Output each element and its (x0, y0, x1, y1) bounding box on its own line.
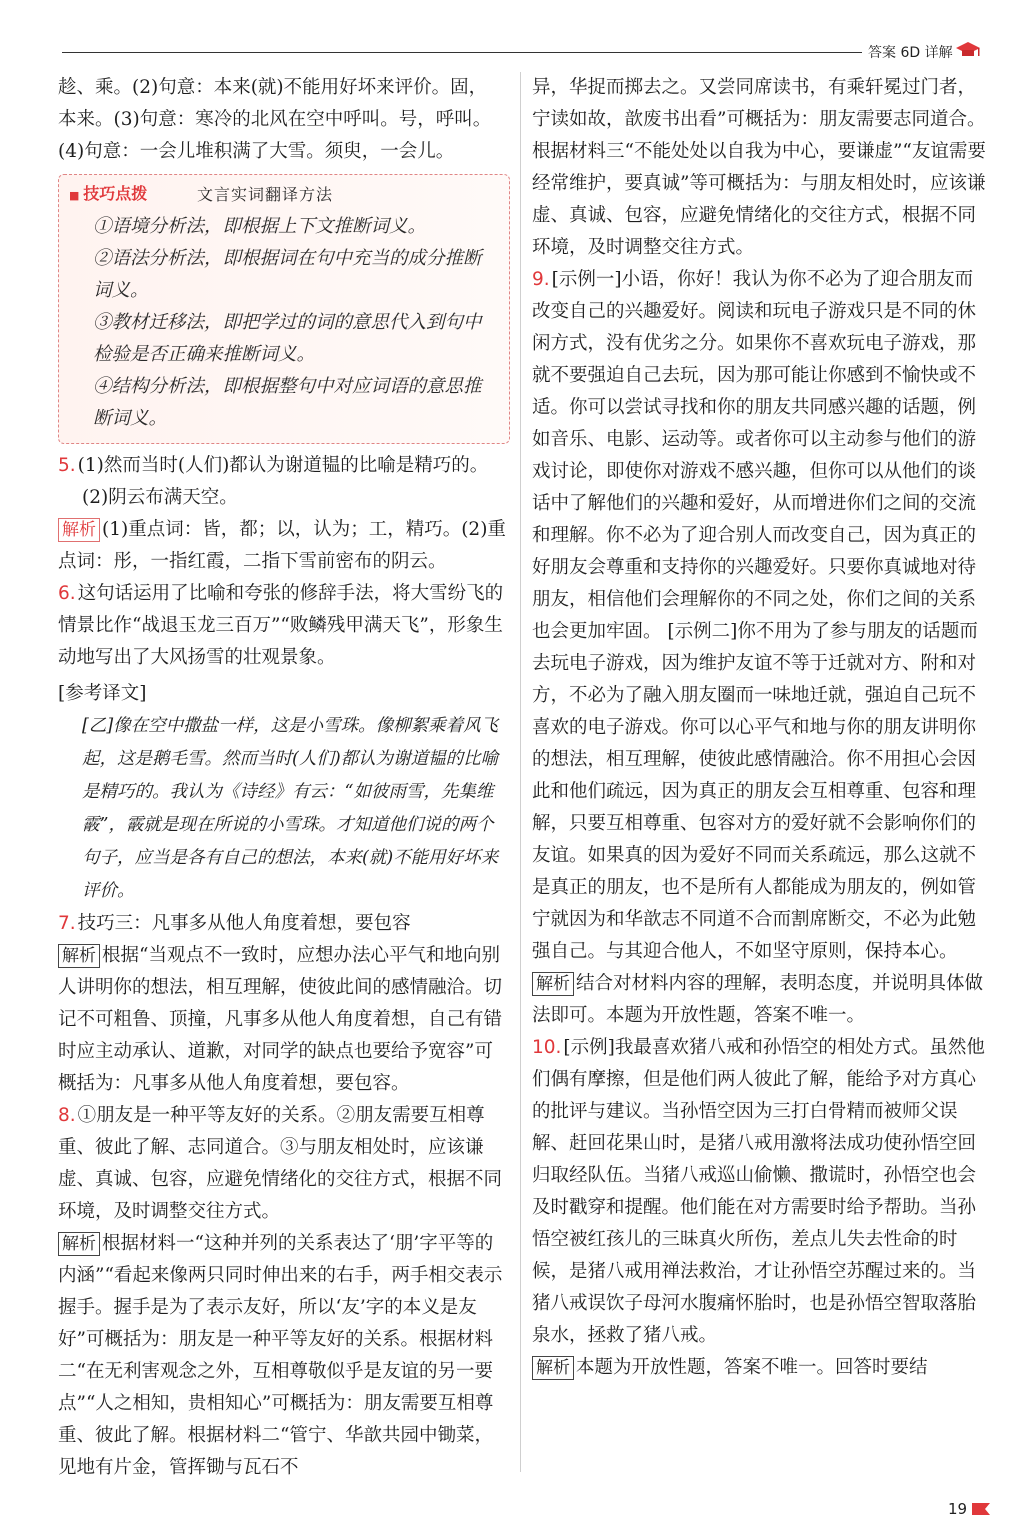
q9-answer: 9. [示例一]小语，你好！我认为你不必为了迎合朋友而改变自己的兴趣爱好。阅读和玩电子游戏只是不同的休闲方式，没有优劣之分。如果你不喜欢玩电子游戏，那就不要强迫自己去玩，因为那可能让你感到不愉快或不适。你可以尝试寻找和你的朋友共同感兴趣的话题，例如音乐、电影、运动等。或者你可以主动参与他们的游戏讨论，即使你对游戏不感兴趣，但你可以从他们的谈话中了解他们的兴趣和爱好，从而增进你们之间的交流和理解。你不必为了迎合别人而改变自己，因为真正的好朋友会尊重和支持你的兴趣爱好。只要你真诚地对待朋友，相信他们会理解你的不同之处，你们之间的关系也会更加牢固。 [示例二]你不用为了参与朋友的话题而去玩电子游戏，因为维护友谊不等于迁就对方、附和对方，不必为了融入朋友圈而一味地迁就，强迫自己玩不喜欢的电子游戏。你可以心平气和地与你的朋友讲明你的想法，相互理解，使彼此感情融洽。你不用担心会因此和他们疏远，因为真正的朋友会互相尊重、包容和理解，只要互相尊重、包容对方的爱好就不会影响你们的友谊。如果真的因为爱好不同而关系疏远，那么这就不是真正的朋友，也不是所有人都能成为朋友的，例如管宁就因为和华歆志不同道不合而割席断交，不必为此勉强自己。与其迎合他人，不如坚守原则，保持本心。 (532, 269, 978, 962)
q7-number: 7. (58, 913, 76, 934)
analysis-tag: 解析 (532, 972, 574, 996)
tip-item: ②语法分析法，即根据词在句中充当的成分推断词义。 (93, 248, 482, 301)
analysis-tag: 解析 (58, 944, 100, 968)
header-label: 答案 6D 详解 (868, 45, 953, 61)
q7-answer: 7. 技巧三：凡事多从他人角度着想，要包容 (58, 913, 411, 934)
q6-number: 6. (58, 583, 76, 604)
q8-analysis-continued: 异，华捉而掷去之。又尝同席读书，有乘轩冕过门者，宁读如故，歆废书出看”可概括为：朋友需要志同道合。根据材料三“不能处处以自我为中心，要谦虚”“友谊需要经常维护，要真诚”等可概括为：与朋友相处时，应该谦虚、真诚、包容，应避免情绪化的交往方式，根据不同环境，及时调整交往方式。 (532, 77, 986, 258)
graduation-cap-icon (955, 40, 981, 60)
q6-answer: 6. 这句话运用了比喻和夸张的修辞手法，将大雪纷飞的情景比作“战退玉龙三百万”“败鳞残甲满天飞”，形象生动地写出了大风扬雪的壮观景象。 (58, 583, 504, 668)
q8-analysis: 解析 根据材料一“这种并列的关系表达了‘朋’字平等的内涵”“看起来像两只同时伸出来的右手，两手相交表示握手。握手是为了表示友好，所以‘友’字的本义是友好”可概括为：朋友是一种平等友好的关系。根据材料二“在无利害观念之外，互相尊敬似乎是友谊的另一要点”“人之相知，贵相知心”可概括为：朋友需要互相尊重、彼此了解。根据材料二“管宁、华歆共园中锄菜，见地有片金，管挥锄与瓦石不 (58, 1233, 503, 1478)
q7-analysis: 解析 根据“当观点不一致时，应想办法心平气和地向别人讲明你的想法，相互理解，使彼此间的感情融洽。切记不可粗鲁、顶撞，凡事多从他人角度着想，自己有错时应主动承认、道歉，对同学的缺点也要给予宽容”可概括为：凡事多从他人角度着想，要包容。 (58, 945, 503, 1094)
header-rule (62, 52, 862, 53)
intro-line-2: 本来。(3)句意：寒冷的北风在空中呼叫。号，呼叫。 (58, 109, 492, 130)
tip-badge: ■ 技巧点拨 (69, 179, 197, 211)
reference-translation: [乙]像在空中撒盐一样，这是小雪珠。像柳絮乘着风飞起，这是鹅毛雪。然而当时(人们)都认为谢道韫的比喻是精巧的。我认为《诗经》有云：“如彼雨雪，先集维霰”，霰就是现在所说的小雪珠。才知道他们说的两个句子，应当是各有自己的想法，本来(就)不能用好坏来评价。 (82, 716, 499, 901)
q5-answer: 5. (1)然而当时(人们)都认为谢道韫的比喻是精巧的。 (58, 455, 489, 476)
left-column (58, 72, 510, 1484)
analysis-tag: 解析 (58, 1232, 100, 1256)
tip-title: 文言实词翻译方法 (197, 185, 334, 204)
q10-answer: 10. [示例]我最喜欢猪八戒和孙悟空的相处方式。虽然他们偶有摩擦，但是他们两人彼此了解，能给予对方真心的批评与建议。当孙悟空因为三打白骨精而被师父误解、赶回花果山时，是猪八戒用激将法成功使孙悟空回归取经队伍。当猪八戒巡山偷懒、撒谎时，孙悟空也会及时戳穿和提醒。他们能在对方需要时给予帮助。当孙悟空被红孩儿的三昧真火所伤，差点儿失去性命的时候，是猪八戒用禅法救治，才让孙悟空苏醒过来的。当猪八戒误饮子母河水腹痛怀胎时，也是孙悟空智取落胎泉水，拯救了猪八戒。 (532, 1037, 985, 1346)
q5-analysis: 解析 (1)重点词：皆，都；以，认为；工，精巧。(2)重点词：彤，一指红霞，二指下雪前密布的阴云。 (58, 519, 506, 572)
q10-analysis: 解析 本题为开放性题，答案不唯一。回答时要结 (532, 1352, 988, 1384)
intro-line-3: (4)句意：一会儿堆积满了大雪。须臾，一会儿。 (58, 141, 455, 162)
q5-answer-2: (2)阴云布满天空。 (82, 487, 238, 508)
reference-title: [参考译文] (58, 683, 147, 704)
intro-line-1: 趁、乘。(2)句意：本来(就)不能用好坏来评价。固， (58, 77, 488, 98)
tip-box (58, 174, 510, 444)
page-flag-icon (972, 1501, 990, 1517)
tip-item: ①语境分析法，即根据上下文推断词义。 (93, 216, 427, 237)
q9-analysis: 解析 结合对材料内容的理解，表明态度，并说明具体做法即可。本题为开放性题，答案不唯一。 (532, 973, 984, 1026)
q10-number: 10. (532, 1037, 562, 1058)
q8-number: 8. (58, 1105, 76, 1126)
q5-number: 5. (58, 455, 76, 476)
analysis-tag: 解析 (58, 518, 100, 542)
tip-item: ④结构分析法，即根据整句中对应词语的意思推断词义。 (93, 376, 482, 429)
right-column (532, 72, 988, 1384)
q8-answer: 8. ①朋友是一种平等友好的关系。②朋友需要互相尊重、彼此了解、志同道合。③与朋友相处时，应该谦虚、真诚、包容，应避免情绪化的交往方式，根据不同环境，及时调整交往方式。 (58, 1105, 503, 1222)
tip-item: ③教材迁移法，即把学过的词的意思代入到句中检验是否正确来推断词义。 (93, 312, 482, 365)
column-divider (520, 72, 521, 1472)
analysis-tag: 解析 (532, 1356, 574, 1380)
page-number: 19 (948, 1500, 968, 1518)
q9-number: 9. (532, 269, 550, 290)
